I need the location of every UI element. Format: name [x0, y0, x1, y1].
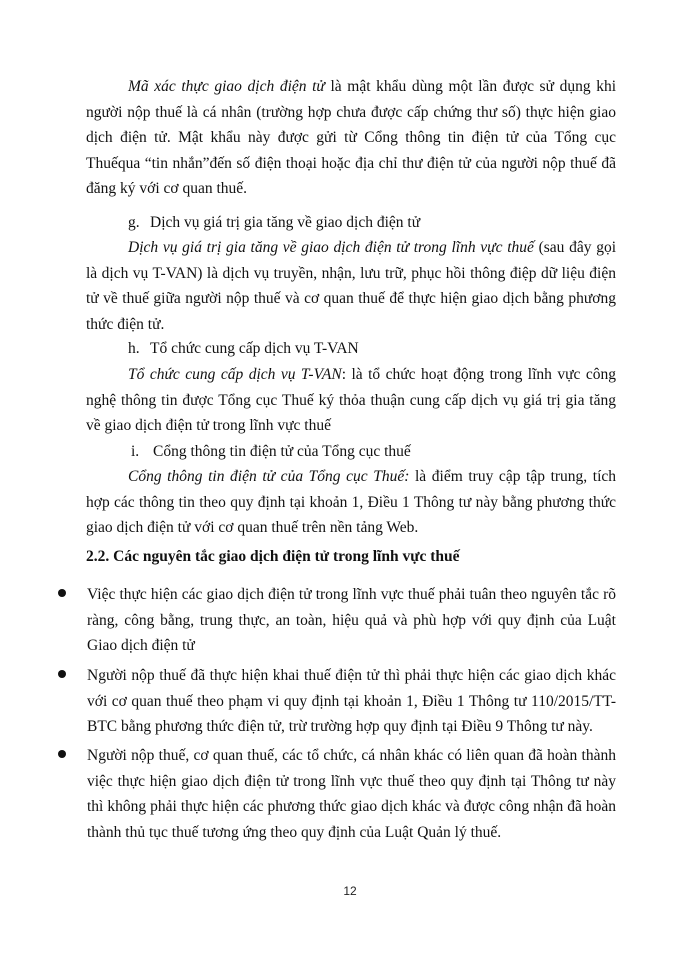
- bullet-icon: [58, 589, 66, 597]
- section-heading: 2.2. Các nguyên tắc giao dịch điện tử trong lĩnh vực thuế: [86, 548, 460, 565]
- section-g-paragraph: [86, 235, 616, 337]
- section-g-label: g.: [128, 214, 140, 231]
- bullet-icon: [58, 750, 66, 758]
- otp-definition-text: là mật khẩu dùng một lần được sử dụng khi người nộp thuế là cá nhân (trường hợp chưa được cấp chứng thư số) thực hiện giao dịch điện tử. Mật khẩu này được gửi từ Cổng thông tin điện tử của Tổng cục Thuếqua “tin nhắn”đến số điện thoại hoặc địa chỉ thư điện tử của người nộp thuế đã đăng ký với cơ quan thuế.: [86, 78, 617, 197]
- section-i-term: Cổng thông tin điện tử của Tổng cục Thuế:: [128, 468, 410, 485]
- section-g-title: Dịch vụ giá trị gia tăng về giao dịch điện tử: [150, 214, 421, 231]
- list-item-text: Người nộp thuế đã thực hiện khai thuế điện tử thì phải thực hiện các giao dịch khác với cơ quan thuế theo phạm vi quy định tại khoản 1, Điều 1 Thông tư 110/2015/TT-BTC bằng phương thức điện tử, trừ trường hợp quy định tại Điều 9 Thông tư này.: [87, 667, 616, 735]
- section-h-title: Tổ chức cung cấp dịch vụ T-VAN: [150, 340, 359, 357]
- list-item-text: Việc thực hiện các giao dịch điện tử trong lĩnh vực thuế phải tuân theo nguyên tắc rõ ràng, công bằng, trung thực, an toàn, hiệu quả và phù hợp với quy định của Luật Giao dịch điện tử: [87, 586, 616, 654]
- bullet-icon: [58, 670, 66, 678]
- section-i-text: là điểm truy cập tập trung, tích hợp các thông tin theo quy định tại khoản 1, Điều 1 Thông tư này bằng phương thức giao dịch điện tử với cơ quan thuế trên nền tảng Web.: [86, 468, 617, 536]
- section-g-term: Dịch vụ giá trị gia tăng về giao dịch điện tử trong lĩnh vực thuế: [128, 239, 534, 256]
- section-i-heading: [131, 439, 411, 465]
- section-h-label: h.: [128, 340, 140, 357]
- otp-definition-paragraph: [86, 74, 616, 202]
- list-item-text: Người nộp thuế, cơ quan thuế, các tổ chức, cá nhân khác có liên quan đã hoàn thành việc thực hiện giao dịch điện tử trong lĩnh vực thuế theo quy định tại Thông tư này thì không phải thực hiện các phương thức giao dịch khác và được công nhận đã hoàn thành thủ tục thuế tương ứng theo quy định của Luật Quản lý thuế.: [87, 747, 616, 841]
- section-i-paragraph: [86, 464, 616, 541]
- section-i-title: Cổng thông tin điện tử của Tổng cục thuế: [153, 443, 411, 460]
- section-h-heading: [128, 336, 359, 362]
- section-h-paragraph: [86, 362, 616, 439]
- otp-term: Mã xác thực giao dịch điện tử: [128, 78, 325, 95]
- section-h-term: Tổ chức cung cấp dịch vụ T-VAN: [128, 366, 342, 383]
- page-number: 12: [343, 884, 357, 898]
- section-i-label: i.: [131, 443, 140, 460]
- section-h-text: : là tổ chức hoạt động trong lĩnh vực công nghệ thông tin được Tổng cục Thuế ký thỏa thuận cung cấp dịch vụ giá trị gia tăng về giao dịch điện tử trong lĩnh vực thuế: [86, 366, 617, 434]
- section-g-heading: [128, 210, 420, 236]
- section-g-text: (sau đây gọi là dịch vụ T-VAN) là dịch vụ truyền, nhận, lưu trữ, phục hồi thông điệp dữ liệu điện tử về thuế giữa người nộp thuế và cơ quan thuế để thực hiện giao dịch bằng phương thức điện tử.: [86, 239, 617, 333]
